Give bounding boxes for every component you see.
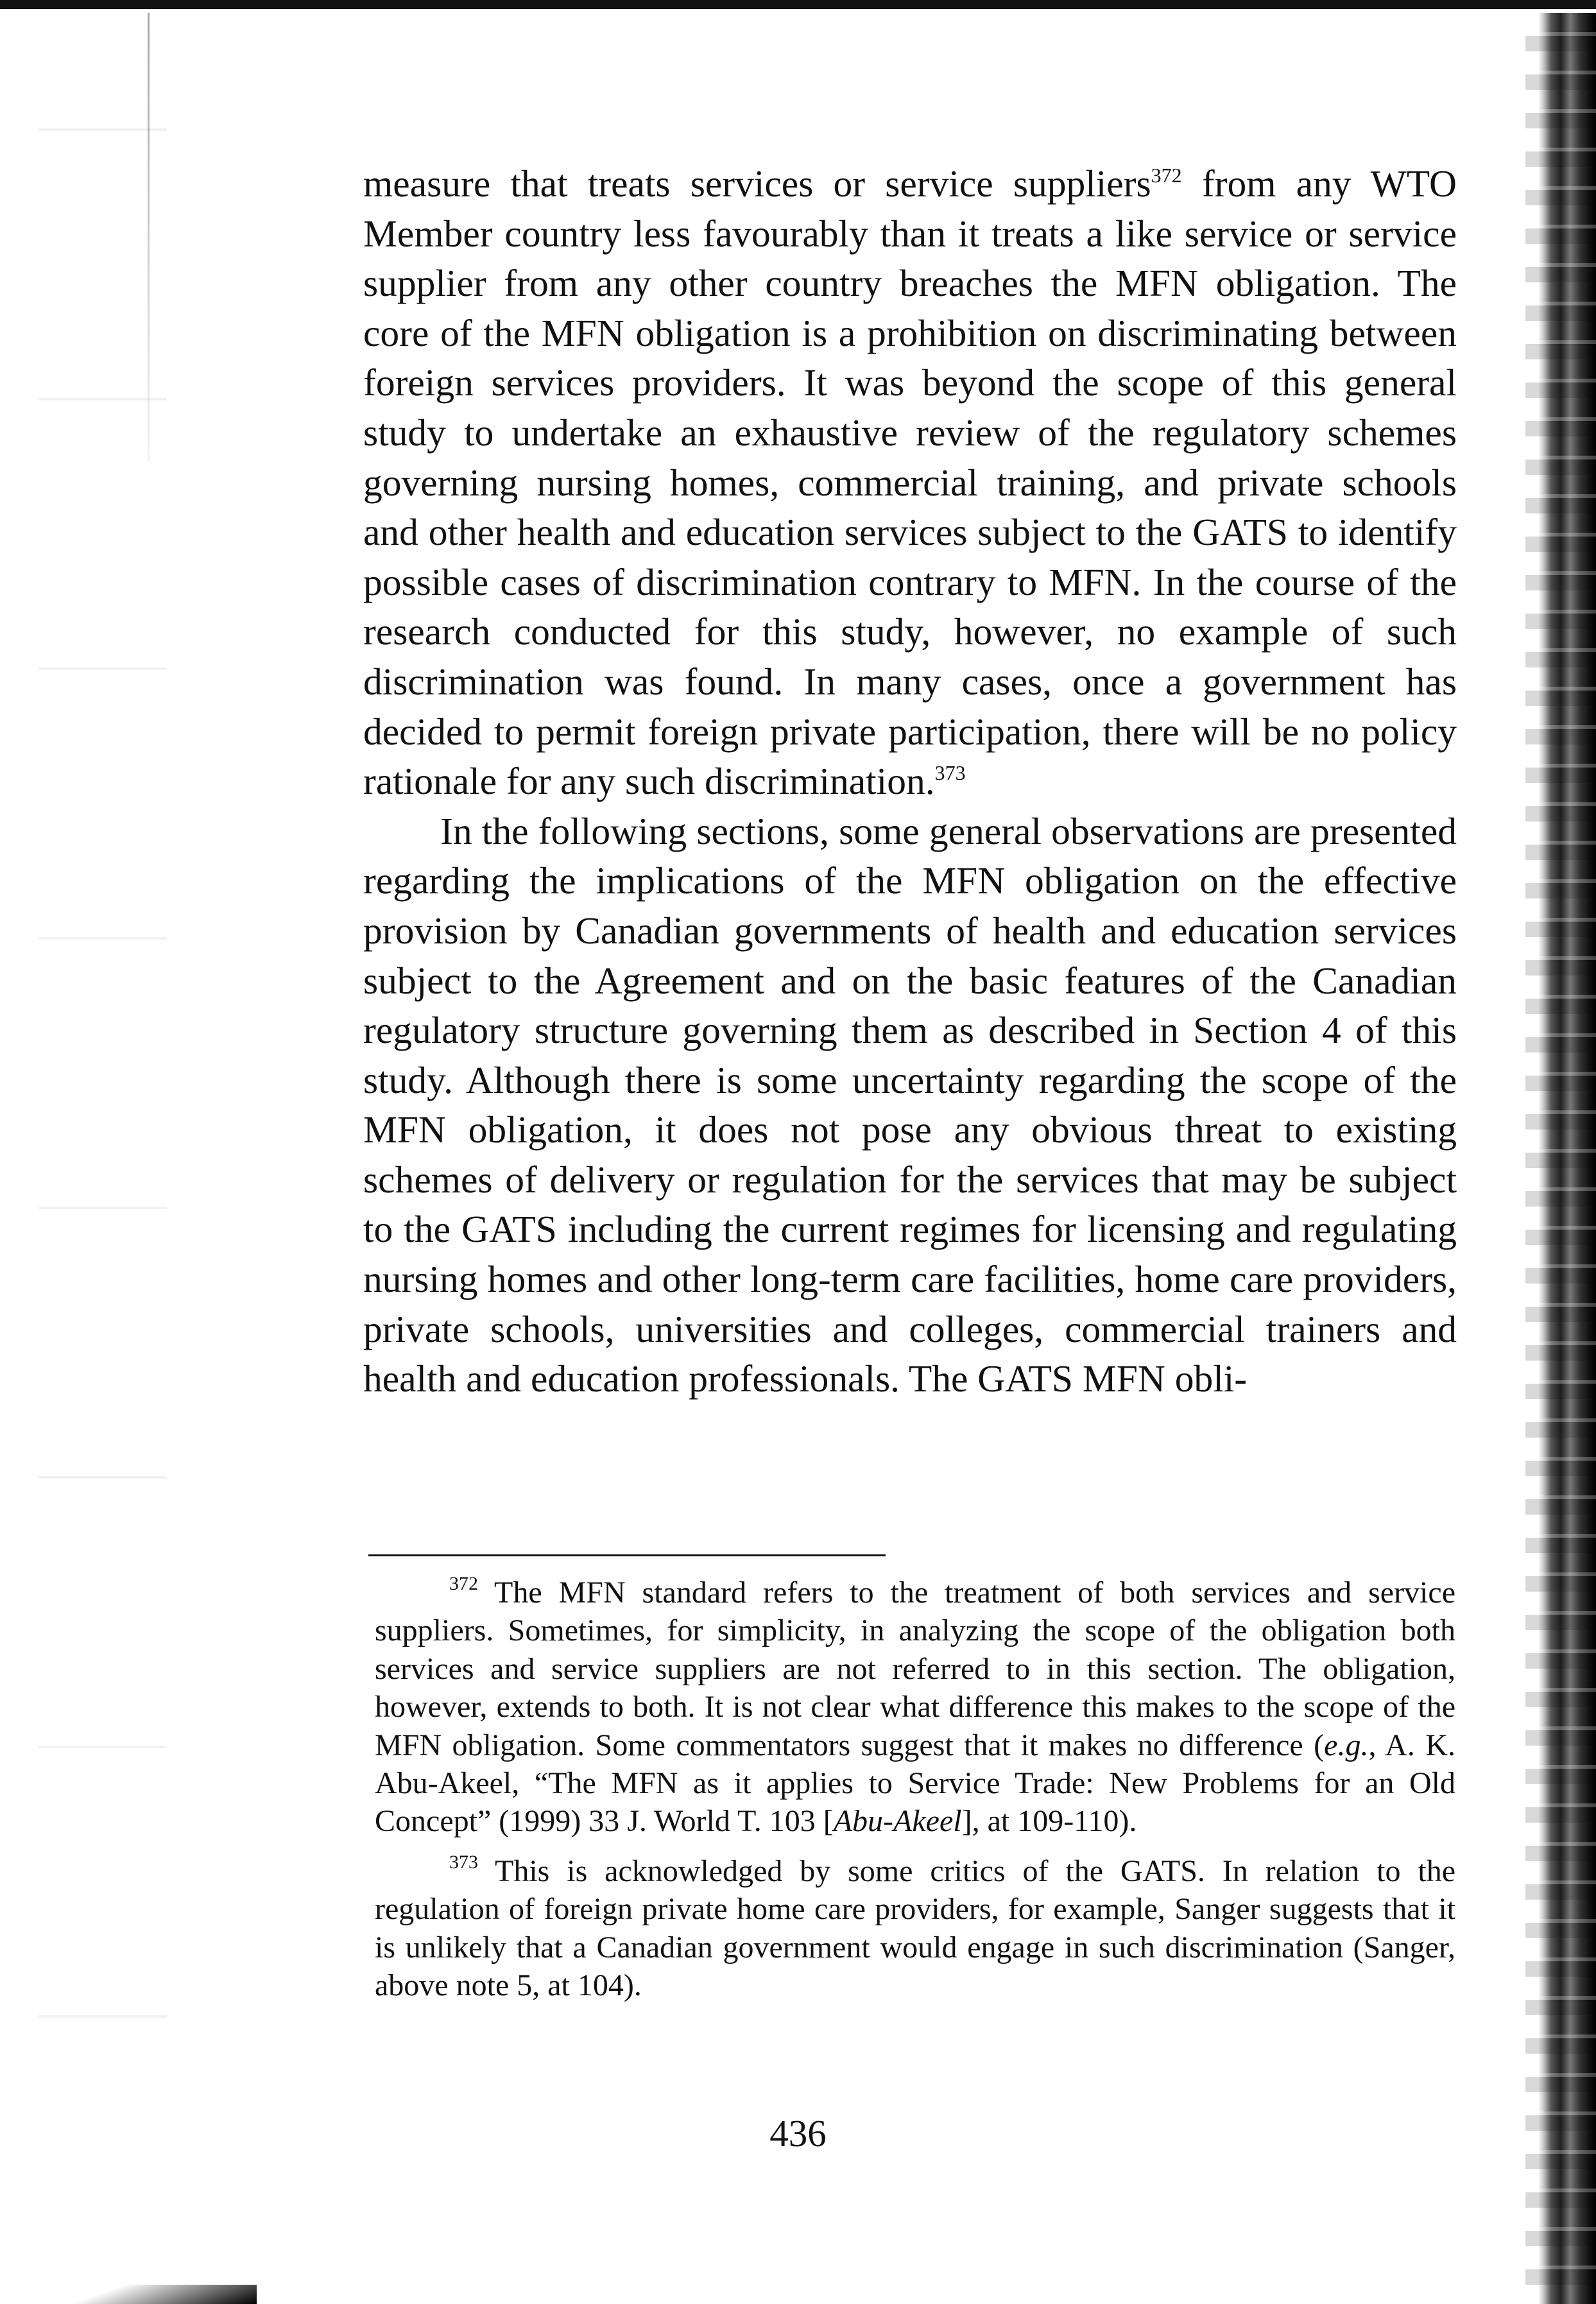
footnote-372 — [375, 1574, 1455, 1841]
scan-left-margin-line — [148, 13, 150, 462]
footnote-number-373: 373 — [449, 1851, 478, 1873]
footnote-372-text-c: ], at 109-110). — [961, 1804, 1137, 1839]
paragraph-1-start: measure that treats services or service suppliers — [363, 162, 1151, 205]
footnote-divider — [368, 1554, 886, 1556]
footnote-373-text: This is acknowledged by some critics of the GATS. In relation to the regulation of foreign private home care providers, for example, Sanger suggests that it is unlikely that a Canadian government would engage in such discrimination (Sanger, above note 5, at 104). — [375, 1853, 1455, 2003]
footnote-372-text-b: , A. K. Abu-Akeel, “The MFN as it applies to Service Trade: New Problems for an Old Concept” (1999) 33 J. World T. 103 [ — [375, 1728, 1455, 1839]
footnote-ref-373[interactable]: 373 — [934, 761, 966, 785]
scan-bottom-shadow — [0, 2285, 257, 2304]
main-text — [363, 159, 1457, 1404]
paragraph-1 — [363, 159, 1457, 807]
scan-binding-edge — [1525, 13, 1596, 2304]
paragraph-1-rest: from any WTO Member country less favourably than it treats a like service or service supplier from any other country breaches the MFN obligation. The core of the MFN obligation is a prohibition on discriminating between foreign services providers. It was beyond the scope of this general study to undertake an exhaustive review of the regulatory schemes governing nursing homes, commercial training, and private schools and other health and education services subject to the GATS to identify possible cases of discrimination contrary to MFN. In the course of the research conducted for this study, however, no example of such discrimination was found. In many cases, once a government has decided to permit foreign private participation, there will be no policy rationale for any such discrimination. — [363, 162, 1457, 803]
footnote-372-eg: e.g. — [1324, 1728, 1369, 1762]
footnote-372-short-cite: Abu-Akeel — [833, 1804, 962, 1839]
page-number: 436 — [769, 2112, 827, 2154]
footnote-373 — [375, 1852, 1455, 2005]
scan-top-border — [0, 0, 1596, 9]
footnote-ref-372[interactable]: 372 — [1151, 164, 1182, 187]
footnotes — [375, 1574, 1455, 2016]
paragraph-2: In the following sections, some general observations are presented regarding the implications of the MFN obligation on the effective provision by Canadian governments of health and education services subject to the Agreement and on the basic features of the Canadian regulatory structure governing them as described in Section 4 of this study. Although there is some uncertainty regarding the scope of the MFN obligation, it does not pose any obvious threat to existing schemes of delivery or regulation for the services that may be subject to the GATS including the current regimes for licensing and regulating nursing homes and other long-term care facilities, home care providers, private schools, universities and colleges, commercial trainers and health and education professionals. The GATS MFN obli- — [363, 809, 1457, 1400]
footnote-number-372: 372 — [449, 1573, 478, 1594]
footnote-372-text-a: The MFN standard refers to the treatment of both services and service suppliers. Sometimes, for simplicity, in analyzing the scope of the obligation both services and service suppliers are not referred to in this section. The obligation, however, extends to both. It is not clear what difference this makes to the scope of the MFN obligation. Some commentators suggest that it makes no difference ( — [375, 1576, 1455, 1762]
